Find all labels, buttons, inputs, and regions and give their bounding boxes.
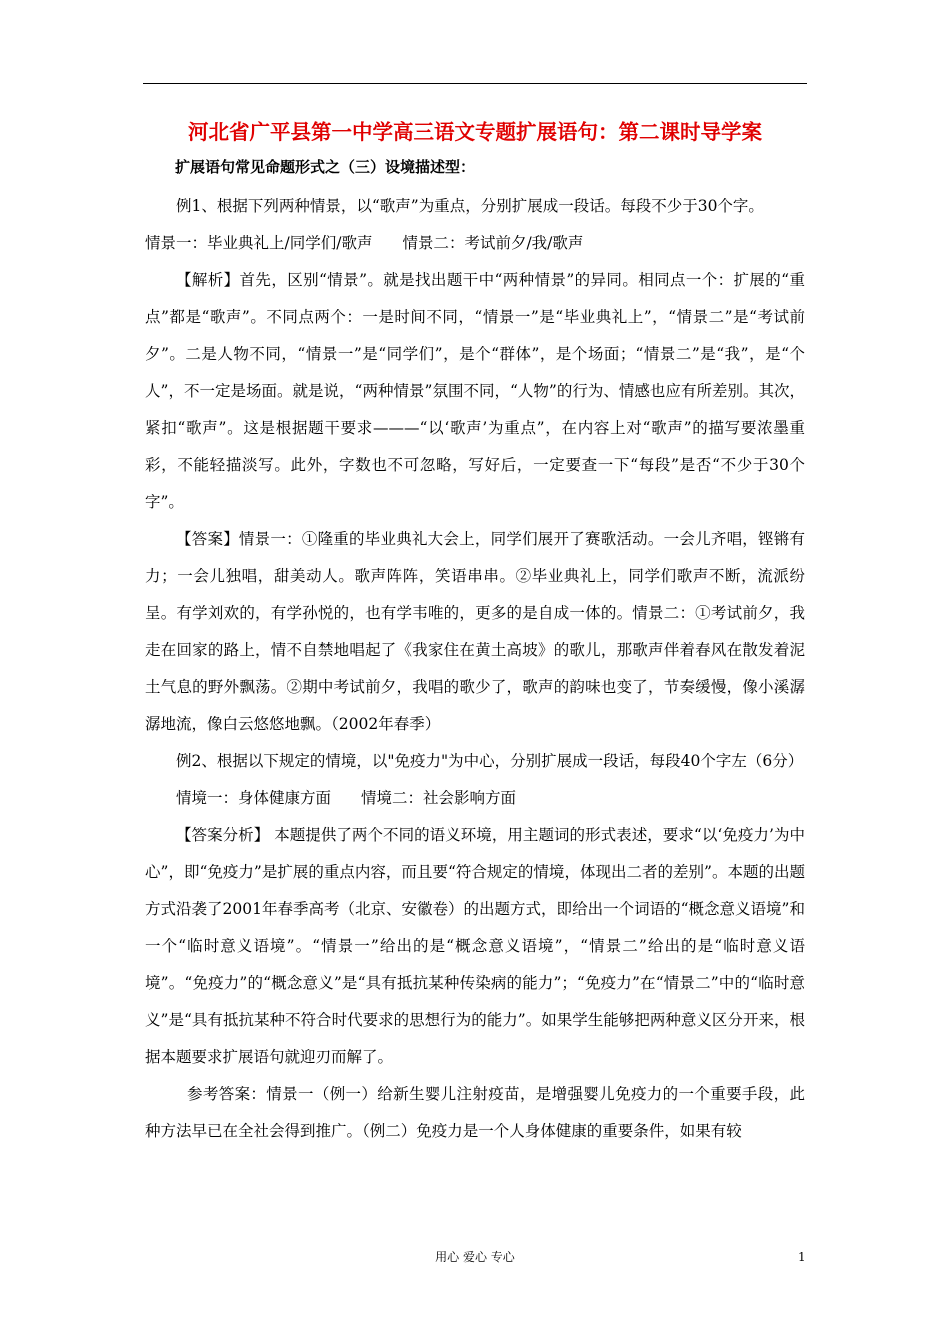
section-heading: 扩展语句常见命题形式之（三）设境描述型：: [175, 158, 476, 176]
example-2-contexts: [145, 780, 805, 817]
context-one: 情境一：身体健康方面: [176, 789, 332, 807]
context-two: 情境二：社会影响方面: [361, 789, 517, 807]
example-2-prompt: 例2、根据以下规定的情境，以"免疫力"为中心，分别扩展成一段话，每段40个字左（6分）: [176, 752, 804, 770]
example-1-scenes: [145, 225, 805, 262]
document-body: [145, 118, 805, 1150]
scene-one: 情景一：毕业典礼上/同学们/歌声: [145, 234, 373, 252]
example-2-analysis: 【答案分析】 本题提供了两个不同的语义环境，用主题词的形式表述，要求“以‘免疫力’为中心”，即“免疫力”是扩展的重点内容，而且要“符合规定的情境，体现出二者的差别”。本题的出题方式沿袭了2001年春季高考（北京、安徽卷）的出题方式，即给出一个词语的“概念意义语境”和一个“临时意义语境”。“情景一”给出的是“概念意义语境”，“情景二”给出的是“临时意义语境”。“免疫力”的“概念意义”是“具有抵抗某种传染病的能力”；“免疫力”在“情景二”中的“临时意义”是“具有抵抗某种不符合时代要求的思想行为的能力”。如果学生能够把两种意义区分开来，根据本题要求扩展语句就迎刃而解了。: [145, 826, 805, 1066]
scene-two: 情景二：考试前夕/我/歌声: [402, 234, 584, 252]
footer-motto: 用心 爱心 专心: [435, 1250, 515, 1264]
example-1-prompt: 例1、根据下列两种情景，以“歌声”为重点，分别扩展成一段话。每段不少于30个字。: [176, 197, 764, 215]
document-title: 河北省广平县第一中学高三语文专题扩展语句：第二课时导学案: [188, 120, 762, 144]
example-2-reference-answer: 参考答案：情景一（例一）给新生婴儿注射疫苗，是增强婴儿免疫力的一个重要手段，此种方法早已在全社会得到推广。（例二）免疫力是一个人身体健康的重要条件，如果有较: [145, 1085, 805, 1140]
example-1-analysis: 【解析】首先，区别“情景”。就是找出题干中“两种情景”的异同。相同点一个：扩展的“重点”都是“歌声”。不同点两个：一是时间不同，“情景一”是“毕业典礼上”，“情景二”是“考试前夕”。二是人物不同，“情景一”是“同学们”，是个“群体”，是个场面；“情景二”是“我”，是“个人”，不一定是场面。就是说，“两种情景”氛围不同，“人物”的行为、情感也应有所差别。其次，紧扣“歌声”。这是根据题干要求———“以‘歌声’为重点”，在内容上对“歌声”的描写要浓墨重彩，不能轻描淡写。此外，字数也不可忽略，写好后，一定要查一下“每段”是否“不少于30个字”。: [145, 271, 805, 511]
header-rule: [143, 83, 807, 84]
example-1-answer: 【答案】情景一：①隆重的毕业典礼大会上，同学们展开了赛歌活动。一会儿齐唱，铿锵有力；一会儿独唱，甜美动人。歌声阵阵，笑语串串。②毕业典礼上，同学们歌声不断，流派纷呈。有学刘欢的，有学孙悦的，也有学韦唯的，更多的是自成一体的。情景二：①考试前夕，我走在回家的路上，情不自禁地唱起了《我家住在黄土高坡》的歌儿，那歌声伴着春风在散发着泥土气息的野外飘荡。②期中考试前夕，我唱的歌少了，歌声的韵味也变了，节奏缓慢，像小溪潺潺地流，像白云悠悠地飘。（2002年春季）: [145, 530, 805, 733]
page-number: 1: [798, 1250, 806, 1264]
